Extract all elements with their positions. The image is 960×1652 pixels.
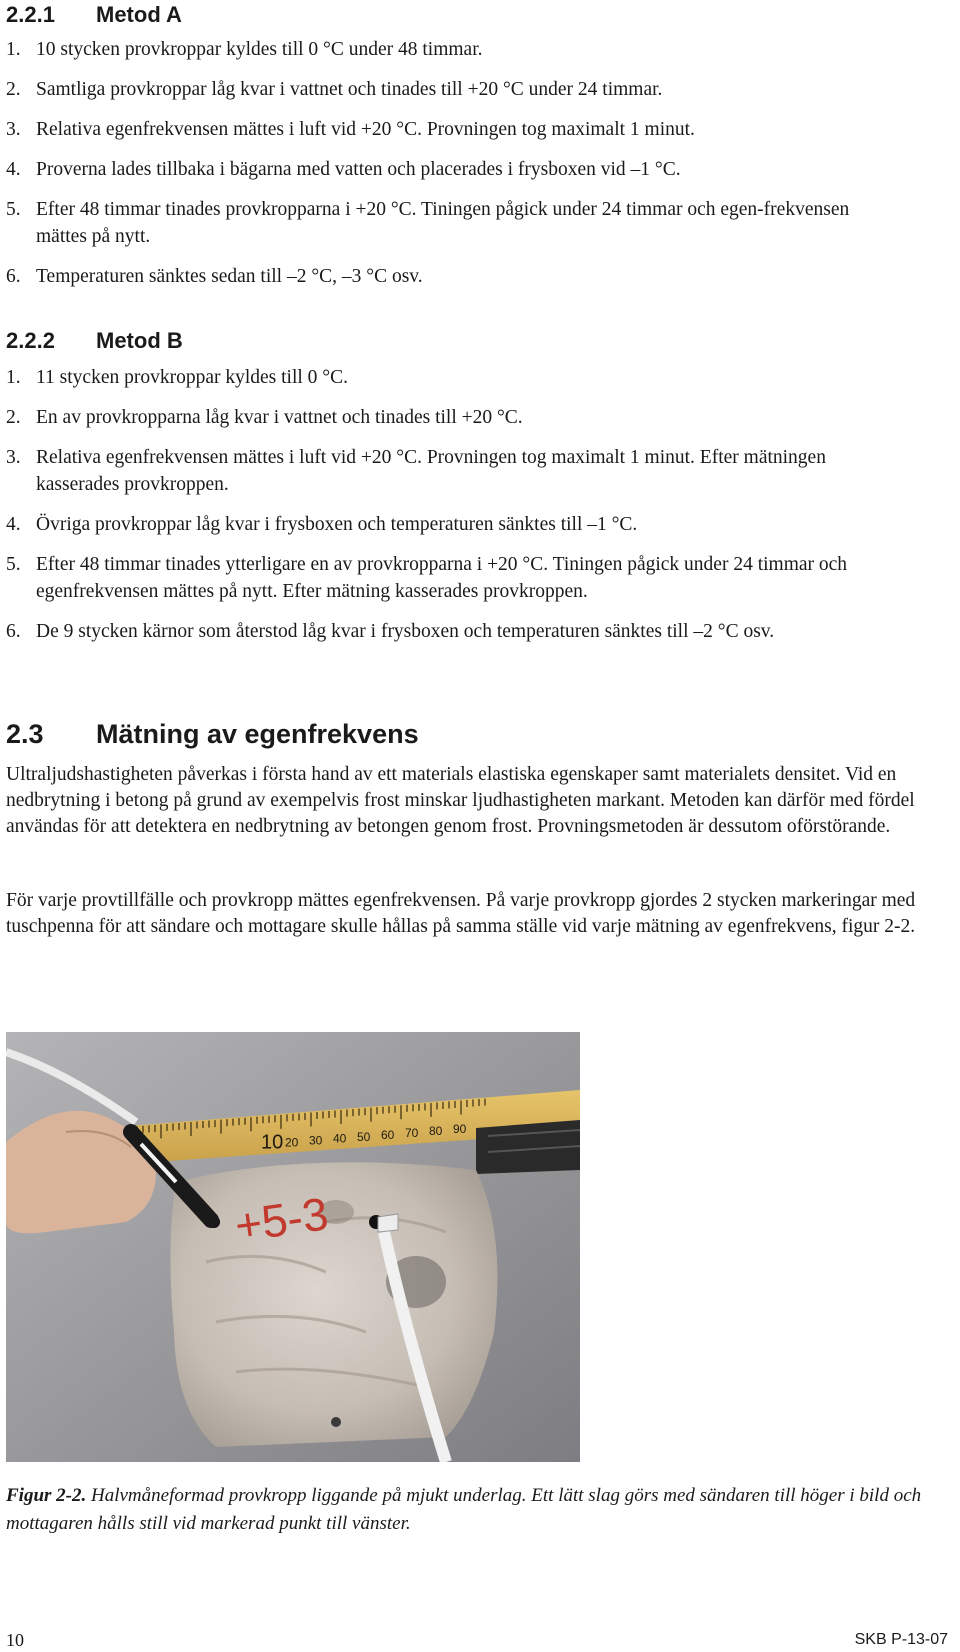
list-item (6, 551, 896, 605)
heading-23-title: Mätning av egenfrekvens (96, 719, 419, 749)
list-item (6, 263, 926, 290)
item-text: Temperaturen sänktes sedan till –2 °C, –3 °C osv. (36, 266, 423, 287)
heading-221 (6, 2, 182, 28)
item-number: 5. (6, 554, 21, 575)
item-number: 5. (6, 199, 21, 220)
item-number: 1. (6, 367, 21, 388)
heading-221-title: Metod A (96, 2, 182, 27)
heading-222-number: 2.2.2 (6, 328, 55, 353)
figure-caption-text: Halvmåneformad provkropp liggande på mjukt underlag. Ett lätt slag görs med sändaren till höger i bild och mottagaren hålls still vid markerad punkt till vänster. (6, 1485, 922, 1534)
page-number: 10 (6, 1630, 24, 1650)
item-text: Efter 48 timmar tinades ytterligare en av provkropparna i +20 °C. Tiningen pågick under 24 timmar och egenfrekvensen mättes på nytt. Efter mätning kasserades provkroppen. (36, 554, 848, 602)
document-id: SKB P-13-07 (854, 1631, 948, 1648)
item-number: 1. (6, 39, 21, 60)
metod-a-list (6, 36, 926, 303)
list-item (6, 36, 926, 63)
figure-caption (6, 1482, 946, 1538)
figure-photo (6, 1032, 580, 1462)
list-item (6, 364, 926, 391)
metod-b-list (6, 364, 926, 658)
list-item (6, 116, 926, 143)
heading-222 (6, 328, 183, 354)
list-item (6, 444, 896, 498)
item-number: 3. (6, 119, 21, 140)
list-item (6, 618, 926, 645)
item-text: Proverna lades tillbaka i bägarna med vatten och placerades i frysboxen vid –1 °C. (36, 159, 681, 180)
item-number: 4. (6, 159, 21, 180)
ruler-number: 80 (429, 1124, 443, 1139)
item-text: Relativa egenfrekvensen mättes i luft vid +20 °C. Provningen tog maximalt 1 minut. (36, 119, 695, 140)
heading-222-title: Metod B (96, 328, 183, 353)
ruler-number: 70 (405, 1125, 419, 1140)
item-text: 11 stycken provkroppar kyldes till 0 °C. (36, 367, 348, 388)
item-text: En av provkropparna låg kvar i vattnet och tinades till +20 °C. (36, 407, 523, 428)
item-number: 6. (6, 266, 21, 287)
item-number: 2. (6, 79, 21, 100)
list-item (6, 511, 926, 538)
ruler-number: 90 (453, 1122, 467, 1137)
item-number: 4. (6, 514, 21, 535)
paragraph-2: För varje provtillfälle och provkropp mättes egenfrekvensen. På varje provkropp gjordes 2 stycken markeringar med tuschpenna för att sändare och mottagare skulle hållas på samma ställe vid varje mätning av egenfrekvens, figur 2-2. (6, 890, 916, 937)
list-item (6, 404, 926, 431)
item-text: De 9 stycken kärnor som återstod låg kvar i frysboxen och temperaturen sänktes till –2 °C osv. (36, 621, 775, 642)
heading-221-number: 2.2.1 (6, 2, 55, 27)
list-item (6, 76, 926, 103)
heading-23 (6, 718, 419, 750)
paragraph-1: Ultraljudshastigheten påverkas i första hand av ett materials elastiska egenskaper samt materialets densitet. Vid en nedbrytning i betong på grund av exempelvis frost minskar ljudhastigheten markant. Metoden kan därför med fördel användas för att detektera en nedbrytning av betongen genom frost. Provningsmetoden är dessutom oförstörande. (6, 764, 915, 837)
item-number: 3. (6, 447, 21, 468)
ruler-number: 60 (381, 1127, 395, 1142)
item-text: Efter 48 timmar tinades provkropparna i +20 °C. Tiningen pågick under 24 timmar och egen-frekvensen mättes på nytt. (36, 199, 850, 247)
ruler-number: 50 (357, 1129, 371, 1144)
item-number: 6. (6, 621, 21, 642)
ruler-number: 30 (309, 1133, 323, 1148)
item-text: Samtliga provkroppar låg kvar i vattnet och tinades till +20 °C under 24 timmar. (36, 79, 663, 100)
ruler-number: 20 (285, 1135, 299, 1150)
ruler-number: 40 (333, 1131, 347, 1146)
item-text: 10 stycken provkroppar kyldes till 0 °C under 48 timmar. (36, 39, 483, 60)
item-text: Övriga provkroppar låg kvar i frysboxen och temperaturen sänktes till –1 °C. (36, 514, 638, 535)
item-number: 2. (6, 407, 21, 428)
figure-label: Figur 2-2. (6, 1485, 87, 1506)
list-item (6, 156, 926, 183)
list-item (6, 196, 896, 250)
ruler-number: 10 (261, 1131, 284, 1154)
heading-23-number: 2.3 (6, 719, 44, 749)
sample-marking-text: +5-3 (231, 1187, 332, 1252)
item-text: Relativa egenfrekvensen mättes i luft vid +20 °C. Provningen tog maximalt 1 minut. Efter mätningen kasserades provkroppen. (36, 447, 826, 495)
photo-illustration (6, 1032, 580, 1462)
concrete-specimen (170, 1162, 497, 1447)
